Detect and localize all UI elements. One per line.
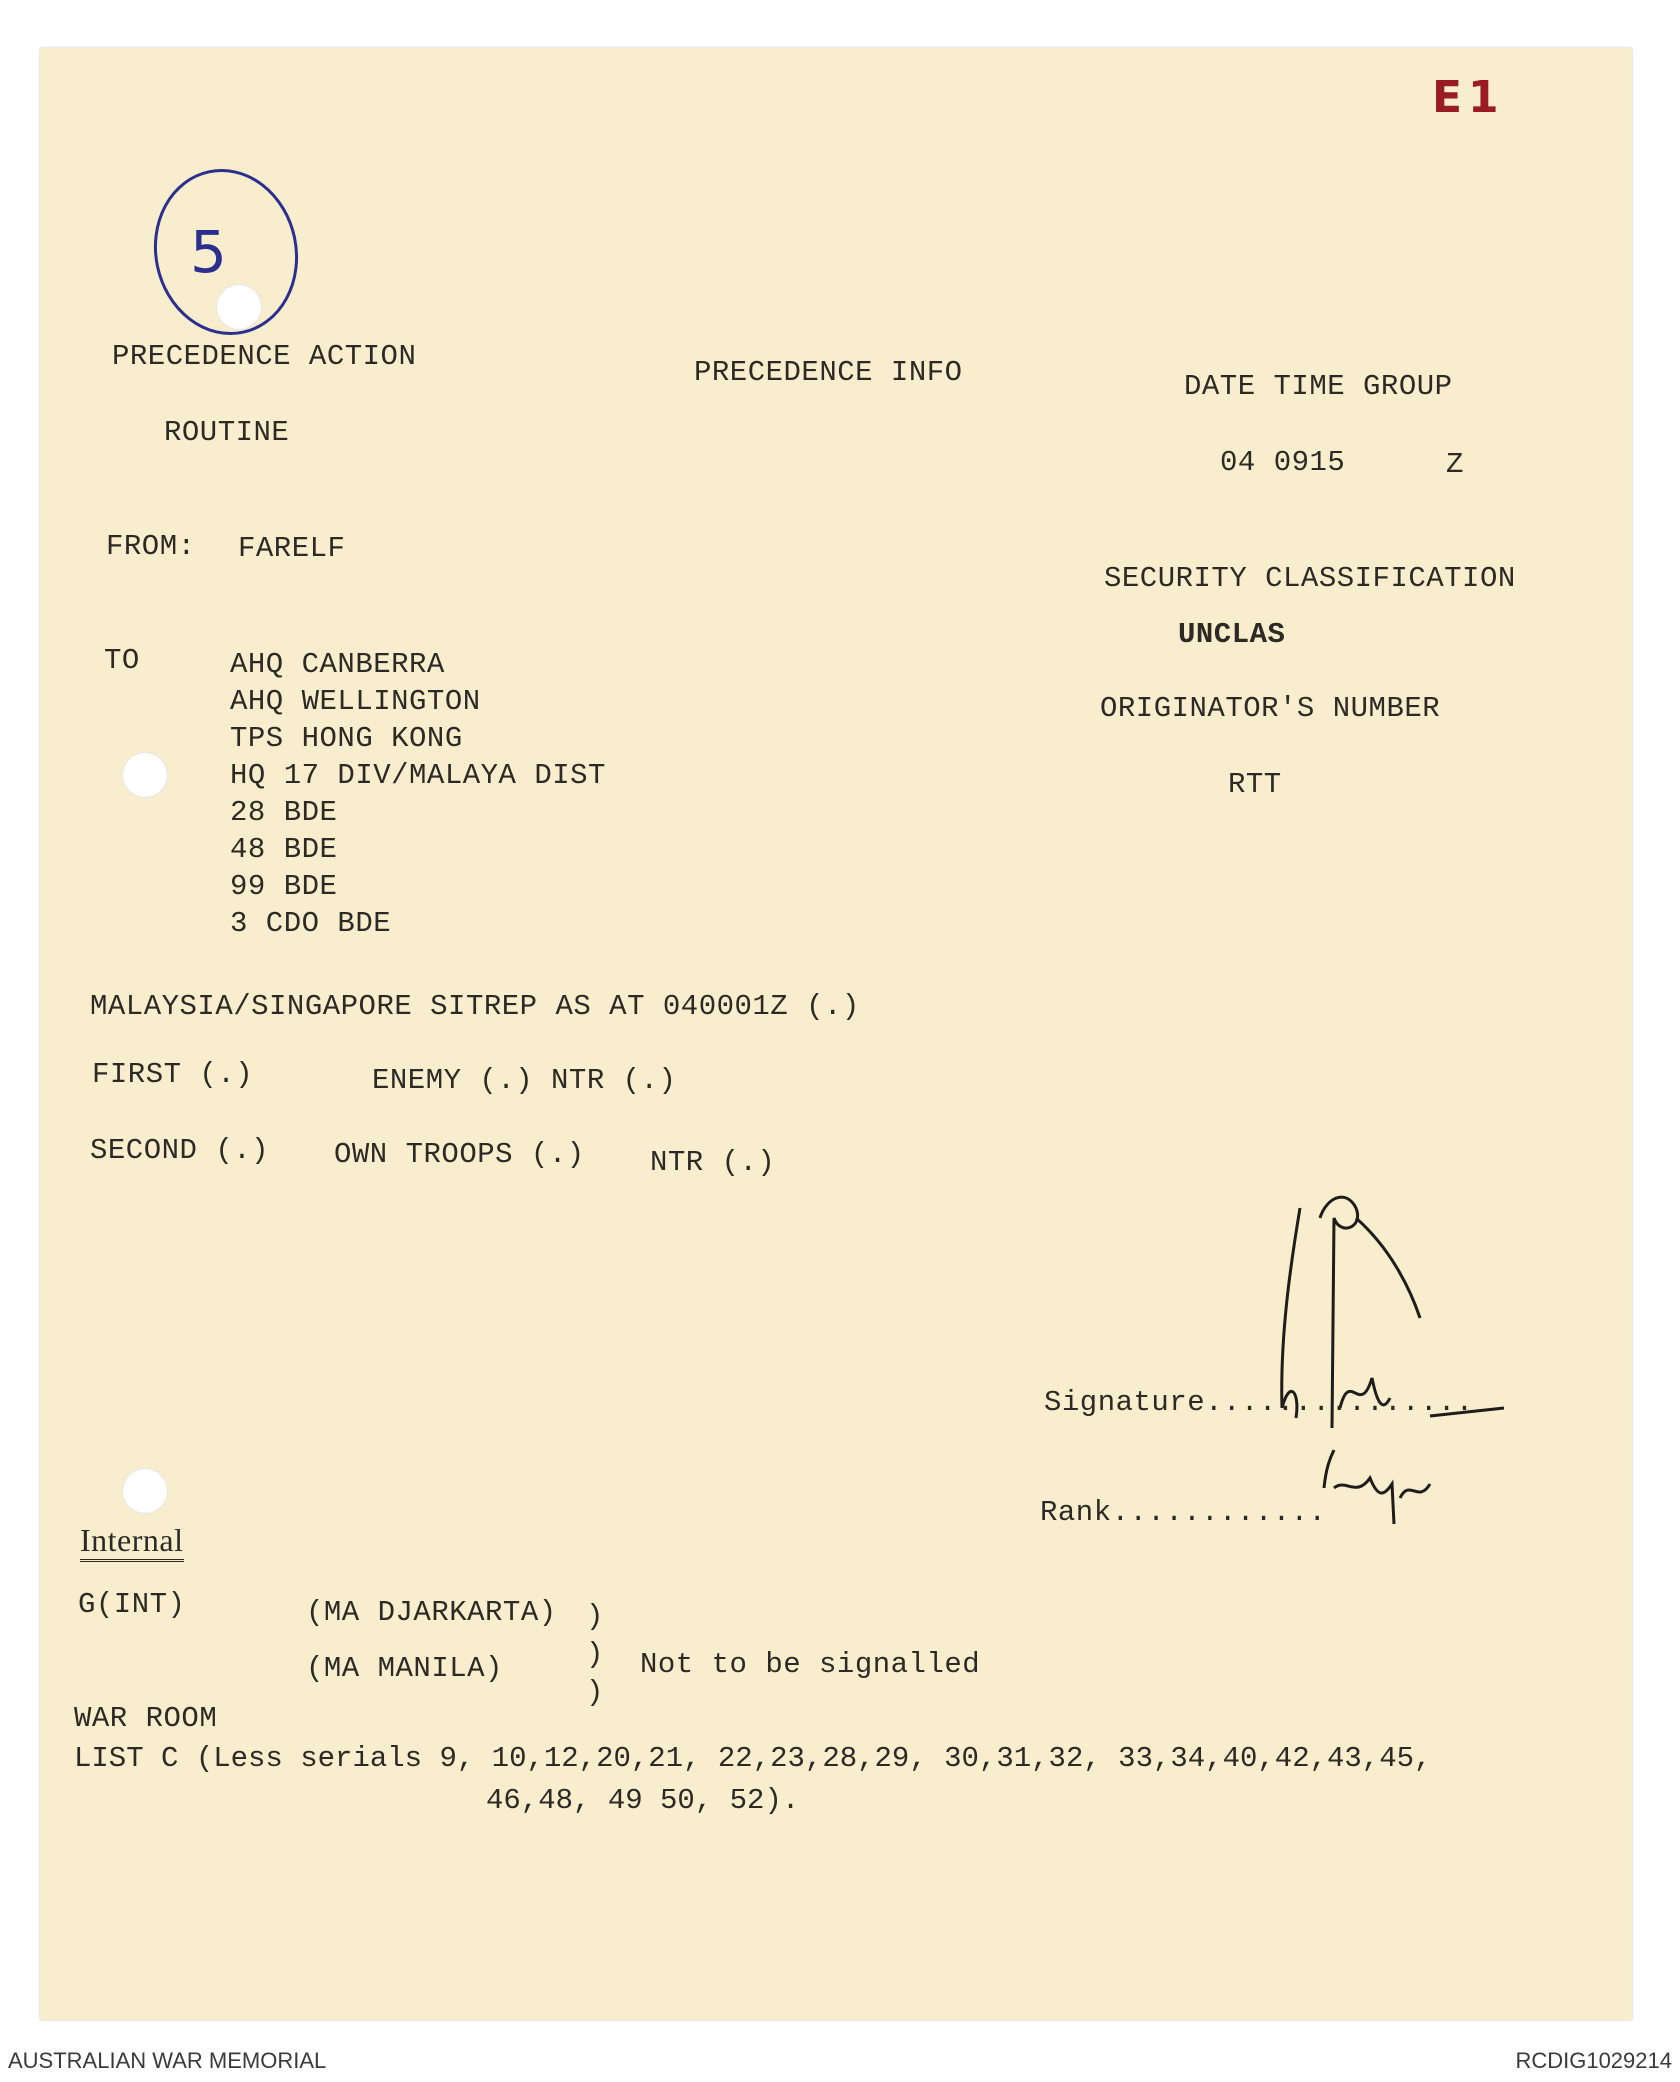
circled-number: 5: [190, 218, 228, 286]
internal-heading: Internal: [80, 1522, 184, 1562]
date-time-group-value: 04 0915: [1220, 446, 1346, 479]
recipient-item: TPS HONG KONG: [230, 722, 463, 755]
message-line: MALAYSIA/SINGAPORE SITREP AS AT 040001Z (.): [90, 990, 860, 1023]
recipient-item: AHQ WELLINGTON: [230, 685, 481, 718]
precedence-info-label: PRECEDENCE INFO: [694, 356, 963, 389]
message-second-detail: OWN TROOPS (.): [334, 1138, 585, 1171]
internal-ma-djarkarta: (MA DJARKARTA): [306, 1596, 557, 1629]
to-label: TO: [104, 644, 140, 677]
internal-ma-manila: (MA MANILA): [306, 1652, 503, 1685]
internal-note: Not to be signalled: [640, 1648, 981, 1681]
document-sheet: [40, 48, 1632, 2020]
message-second-ntr: NTR (.): [650, 1146, 776, 1179]
originators-number-value: RTT: [1228, 768, 1282, 801]
from-label: FROM:: [106, 530, 196, 563]
date-time-group-zone: Z: [1446, 448, 1464, 481]
punch-hole-middle: [122, 752, 168, 798]
internal-list-c-continued: 46,48, 49 50, 52).: [486, 1784, 800, 1817]
recipient-item: 28 BDE: [230, 796, 338, 829]
recipient-item: 48 BDE: [230, 833, 338, 866]
recipient-item: 3 CDO BDE: [230, 907, 392, 940]
message-second: SECOND (.): [90, 1134, 270, 1167]
internal-war-room: WAR ROOM: [74, 1702, 218, 1735]
handwritten-signature: [1260, 1178, 1560, 1538]
internal-g-int: G(INT): [78, 1588, 186, 1621]
internal-list-c: LIST C (Less serials 9, 10,12,20,21, 22,23,28,29, 30,31,32, 33,34,40,42,43,45,: [74, 1742, 1432, 1775]
precedence-action-value: ROUTINE: [164, 416, 290, 449]
footer-left: AUSTRALIAN WAR MEMORIAL: [8, 2048, 327, 2073]
originators-number-label: ORIGINATOR'S NUMBER: [1100, 692, 1441, 725]
recipient-item: HQ 17 DIV/MALAYA DIST: [230, 759, 606, 792]
precedence-action-label: PRECEDENCE ACTION: [112, 340, 417, 373]
page-marker: E1: [1432, 72, 1505, 123]
security-classification-value: UNCLAS: [1178, 618, 1286, 651]
from-value: FARELF: [238, 532, 346, 565]
message-first: FIRST (.): [92, 1058, 254, 1091]
signature-label: Signature...............: [1044, 1386, 1474, 1419]
message-first-detail: ENEMY (.) NTR (.): [372, 1064, 677, 1097]
security-classification-label: SECURITY CLASSIFICATION: [1104, 562, 1516, 595]
footer-right: RCDIG1029214: [1515, 2048, 1672, 2073]
recipient-item: AHQ CANBERRA: [230, 648, 445, 681]
internal-brackets: ) ) ): [586, 1600, 604, 1709]
date-time-group-label: DATE TIME GROUP: [1184, 370, 1453, 403]
rank-label: Rank............: [1040, 1496, 1327, 1529]
punch-hole-bottom: [122, 1468, 168, 1514]
recipient-item: 99 BDE: [230, 870, 338, 903]
